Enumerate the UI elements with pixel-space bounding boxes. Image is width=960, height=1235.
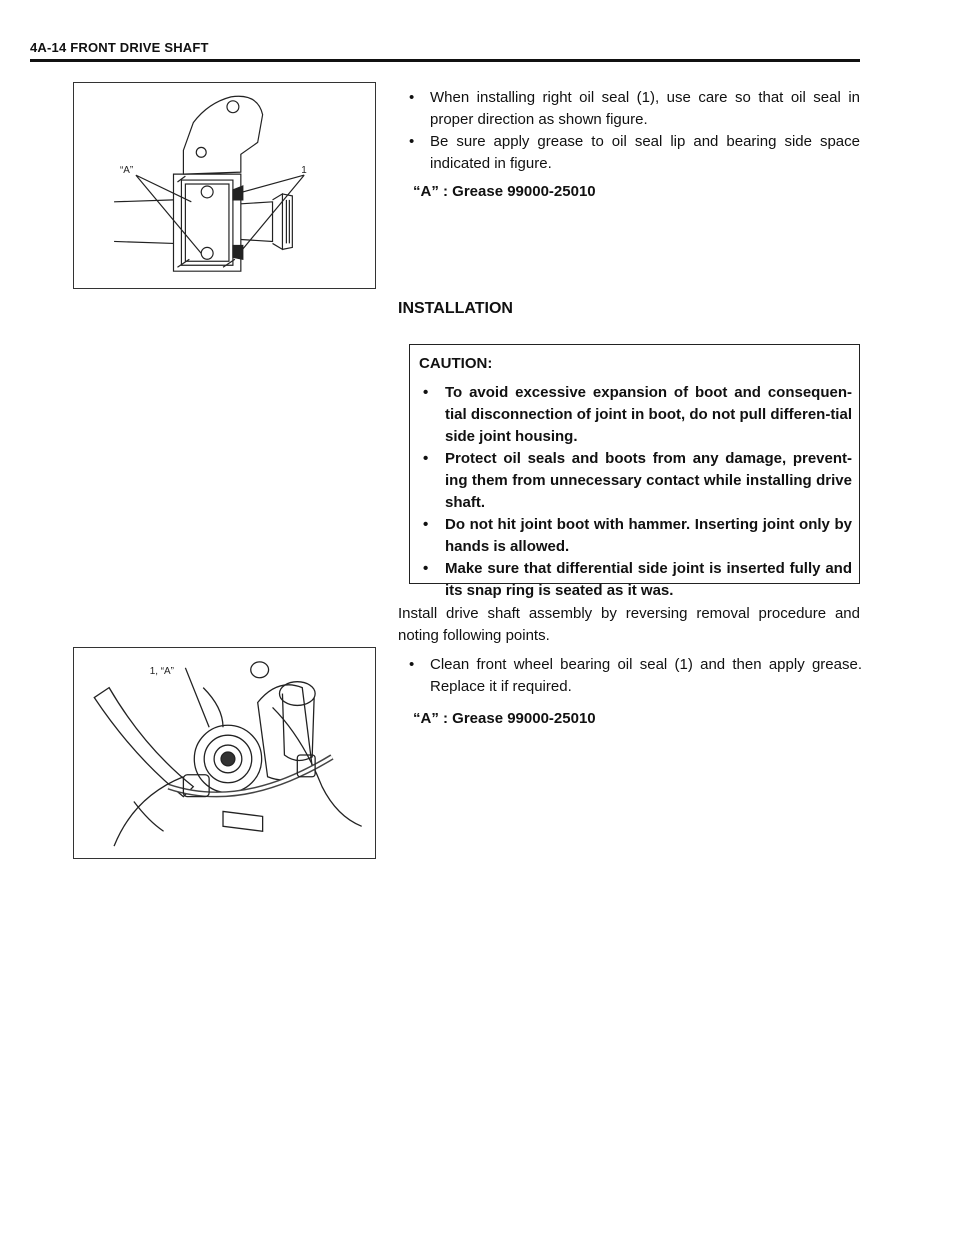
bullet-dot: • — [423, 516, 429, 533]
installation-heading: INSTALLATION — [398, 300, 513, 317]
seal-bullet-text: Be sure apply grease to oil seal lip and bearing side space indicated in figure. — [430, 133, 860, 172]
caution-item — [419, 558, 852, 602]
seal-bullet-list — [400, 87, 860, 175]
caution-box — [409, 344, 860, 599]
bullet-dot: • — [409, 89, 415, 106]
oil-seal-illustration — [74, 83, 375, 288]
figure1-callout-1: 1 — [301, 165, 307, 177]
seal-bullet-text: When installing right oil seal (1), use care so that oil seal in proper direction as shown figure. — [430, 89, 860, 128]
install-paragraph: Install drive shaft assembly by reversing removal procedure and noting following points. — [398, 605, 860, 644]
page-header: 4A-14 FRONT DRIVE SHAFT — [30, 40, 209, 55]
wheel-bearing-figure — [73, 647, 376, 859]
figure1-callout-a: “A” — [120, 165, 134, 177]
bullet-dot: • — [409, 656, 415, 673]
caution-item-text: Protect oil seals and boots from any damage, prevent-ing them from unnecessary contact while installing drive shaft. — [445, 450, 852, 511]
bullet-dot: • — [423, 450, 429, 467]
oil-seal-figure — [73, 82, 376, 289]
list-item — [400, 131, 860, 175]
caution-item-text: Make sure that differential side joint is inserted fully and its snap ring is seated as it was. — [445, 560, 852, 599]
caution-item — [419, 514, 852, 558]
wheel-bearing-illustration — [74, 648, 375, 858]
caution-item — [419, 448, 852, 514]
figure2-callout: 1, “A” — [149, 665, 174, 677]
bullet-dot: • — [409, 133, 415, 150]
bullet-dot: • — [423, 384, 429, 401]
caution-item — [419, 382, 852, 448]
bullet-dot: • — [423, 560, 429, 577]
grease-spec: “A” : Grease 99000-25010 — [413, 710, 596, 727]
list-item — [400, 654, 862, 698]
install-bullet-list — [400, 654, 862, 698]
header-rule — [30, 59, 860, 62]
caution-item-text: Do not hit joint boot with hammer. Inserting joint only by hands is allowed. — [445, 516, 852, 555]
install-bullet-text: Clean front wheel bearing oil seal (1) and then apply grease. Replace it if required. — [430, 656, 862, 695]
list-item — [400, 87, 860, 131]
caution-item-text: To avoid excessive expansion of boot and consequen-tial disconnection of joint in boot, do not pull differen-tial side joint housing. — [445, 384, 852, 445]
grease-spec: “A” : Grease 99000-25010 — [413, 183, 596, 200]
caution-title: CAUTION: — [419, 355, 493, 372]
